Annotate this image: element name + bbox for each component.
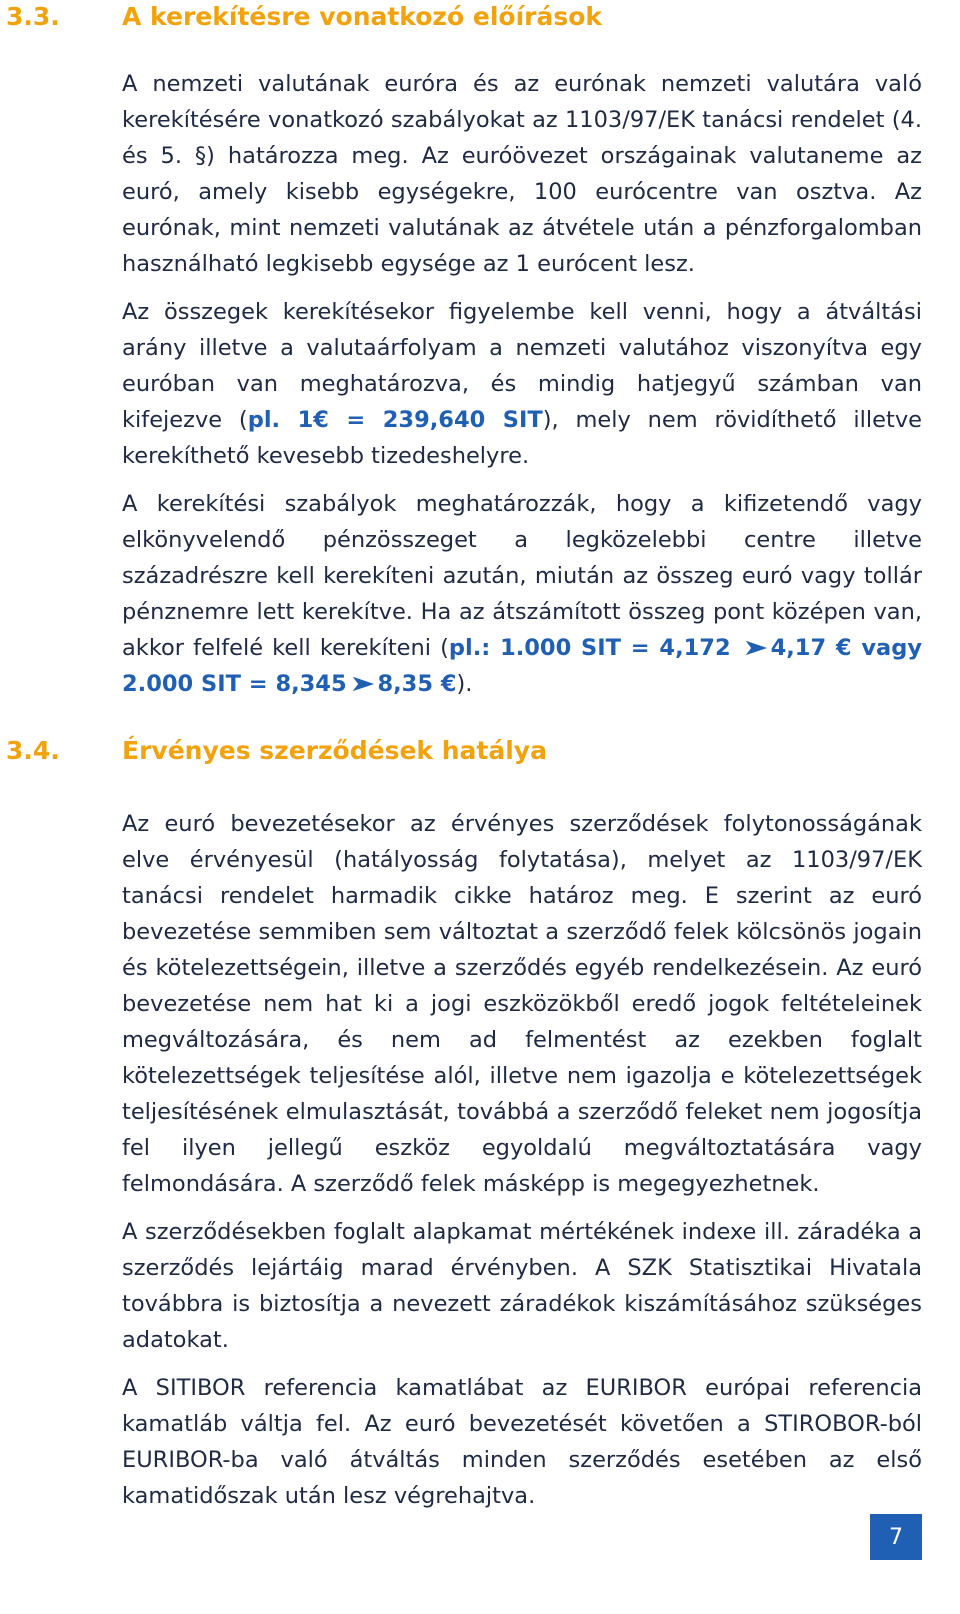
text: ), mely nem rövidíthető illetve kerekíthető kevesebb tizedeshelyre.: [122, 407, 922, 469]
example-highlight: 4,17 € vagy 2.000 SIT = 8,345: [122, 635, 922, 697]
text: Az összegek kerekítésekor figyelembe kell venni, hogy a átváltási arány illetve a valutaárfolyam a nemzeti valutához viszonyítva egy euróban van meghatározva, és mindig hatjegyű számban van kifejezve (: [122, 299, 922, 433]
example-highlight: 8,35 €: [377, 671, 457, 697]
paragraph: A SITIBOR referencia kamatlábat az EURIBOR európai referencia kamatláb váltja fel. Az euró bevezetését követően a STIROBOR-ból EURIBOR-ba való átváltás minden szerződés esetében az első kamatidőszak után lesz végrehajtva.: [122, 1375, 922, 1509]
text: A kerekítési szabályok meghatározzák, hogy a kifizetendő vagy elkönyvelendő pénzösszeget a legközelebbi centre illetve századrészre kell kerekíteni azután, miután az összeg euró vagy tollár pénznemre lett kerekítve. Ha az átszámított összeg pont középen van, akkor felfelé kell kerekíteni (: [122, 491, 922, 661]
paragraph: [122, 486, 922, 702]
section-title: Érvényes szerződések hatálya: [122, 736, 547, 765]
arrow-icon: ➤: [348, 671, 376, 697]
section-number: 3.3.: [6, 2, 60, 31]
section-number: 3.4.: [6, 736, 60, 765]
arrow-icon: ➤: [741, 635, 769, 661]
paragraph: A szerződésekben foglalt alapkamat mértékének indexe ill. záradéka a szerződés lejártáig marad érvényben. A SZK Statisztikai Hivatala továbbra is biztosítja a nevezett záradékok kiszámításához szükséges adatokat.: [122, 1219, 922, 1353]
section-3-3-body: [122, 66, 922, 702]
example-highlight: pl.: 1.000 SIT = 4,172: [448, 635, 731, 661]
section-title: A kerekítésre vonatkozó előírások: [122, 2, 603, 31]
page-number: 7: [870, 1514, 922, 1560]
section-3-4-body: [122, 806, 922, 1514]
paragraph: Az euró bevezetésekor az érvényes szerződések folytonosságának elve érvényesül (hatályosság folytatása), melyet az 1103/97/EK tanácsi rendelet harmadik cikke határoz meg. E szerint az euró bevezetése semmiben sem változtat a szerződő felek kölcsönös jogain és kötelezettségein, illetve a szerződés egyéb rendelkezésein. Az euró bevezetése nem hat ki a jogi eszközökből eredő jogok feltételeinek megváltozására, és nem ad felmentést az ezekben foglalt kötelezettségek teljesítése alól, illetve nem igazolja e kötelezettségek teljesítésének elmulasztását, továbbá a szerződő feleket nem jogosítja fel ilyen jellegű eszköz egyoldalú megváltoztatására vagy felmondására. A szerződő felek másképp is megegyezhetnek.: [122, 811, 922, 1197]
text: ).: [456, 671, 473, 697]
example-highlight: pl. 1€ = 239,640 SIT: [247, 407, 543, 433]
paragraph: [122, 294, 922, 474]
paragraph: A nemzeti valutának euróra és az eurónak nemzeti valutára való kerekítésére vonatkozó szabályokat az 1103/97/EK tanácsi rendelet (4. és 5. §) határozza meg. Az euróövezet országainak valutaneme az euró, amely kisebb egységekre, 100 eurócentre van osztva. Az eurónak, mint nemzeti valutának az átvétele után a pénzforgalomban használható legkisebb egysége az 1 eurócent lesz.: [122, 71, 922, 277]
